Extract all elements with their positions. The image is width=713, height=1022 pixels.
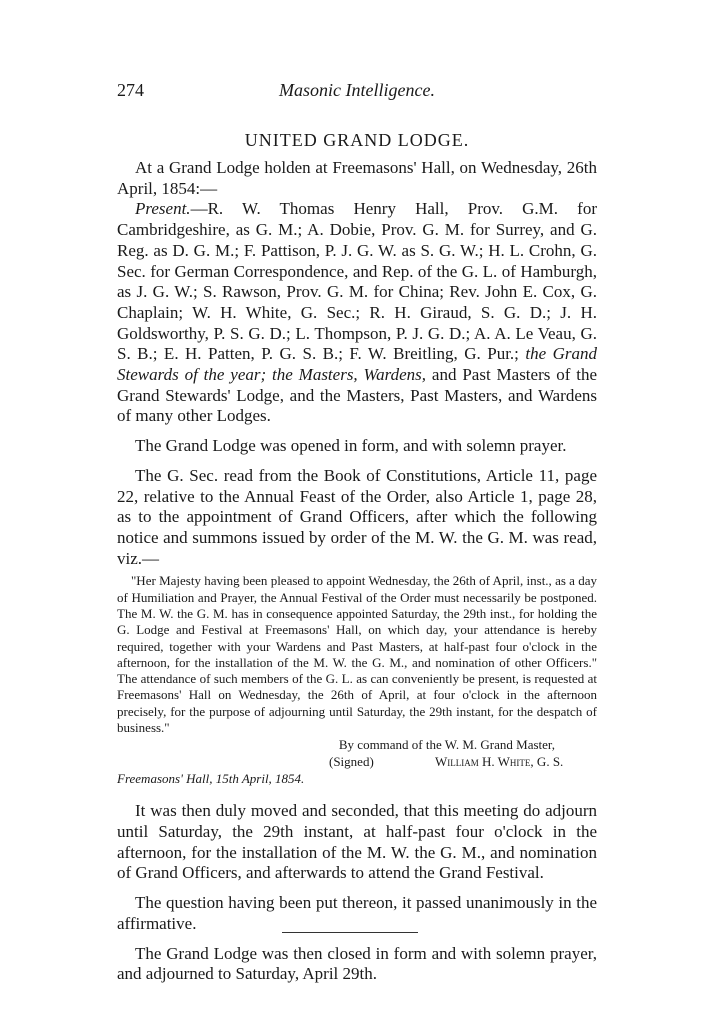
present-label: Present. (135, 199, 191, 219)
page-number: 274 (117, 80, 144, 100)
signed-label: (Signed) (329, 754, 374, 770)
paragraph-constitutions: The G. Sec. read from the Book of Constitutions, Article 11, page 22, relative to the Annual Feast of the Order, also Article 1, page 28, as to the appointment of Grand Officers, after which the following notice and summons issued by order of the M. W. the G. M. was read, viz.— (117, 465, 597, 568)
summons-quote: "Her Majesty having been pleased to appoint Wednesday, the 26th of April, inst., as a day of Humiliation and Prayer, the Annual Festival of the Order must necessarily be postponed. The M. W. the G. M. has in consequence appointed Saturday, the 29th inst., for holding the G. Lodge and Festival at Freemasons' Hall, on which day, your attendance is hereby required, together with your Wardens and Past Masters, at half-past four o'clock in the afternoon, for the installation of the M. W. the G. M., and nomination of other Officers." The attendance of such members of the G. L. as can conveniently be present, is requested at Freemasons' Hall on Wednesday, the 26th of April, at four o'clock in the afternoon precisely, for the purpose of adjourning until Saturday, the 29th instant, for the despatch of business." (117, 573, 597, 736)
signatory-name: William H. White, G. S. (435, 754, 564, 770)
page-header (117, 80, 597, 104)
present-stewards: the Grand Stewards of the year; the Masters, Wardens, (117, 344, 597, 385)
paragraph-opening: At a Grand Lodge holden at Freemasons' Hall, on Wednesday, 26th April, 1854:— (117, 158, 597, 198)
paragraph-motion: It was then duly moved and seconded, that this meeting do adjourn until Saturday, the 29th instant, at half-past four o'clock in the afternoon, for the installation of the M. W. the G. M., and nomination of Grand Officers, and afterwards to attend the Grand Festival. (117, 801, 597, 883)
running-title: Masonic Intelligence. (279, 80, 435, 100)
signature-line (117, 753, 597, 770)
article-body (117, 158, 597, 991)
paragraph-opened: The Grand Lodge was opened in form, and with solemn prayer. (135, 436, 567, 456)
command-line: By command of the W. M. Grand Master, (338, 737, 555, 753)
paragraph-question: The question having been put thereon, it passed unanimously in the affirmative. (117, 893, 597, 933)
present-masters: and Past Masters of the Grand Stewards' Lodge, and the Masters, Past Masters, and Wardens of many other Lodges. (117, 365, 598, 426)
dateline: Freemasons' Hall, 15th April, 1854. (117, 771, 305, 787)
paragraph-present (117, 199, 597, 427)
present-officers: —R. W. Thomas Henry Hall, Prov. G.M. for Cambridgeshire, as G. M.; A. Dobie, Prov. G. M. for Surrey, and G. Reg. as D. G. M.; F. Pattison, P. J. G. W. as S. G. W.; H. L. Crohn, G. Sec. for German Correspondence, and Rep. of the G. L. of Hamburgh, as J. G. W.; S. Rawson, Prov. G. M. for China; Rev. John E. Cox, G. Chaplain; W. H. White, G. Sec.; R. H. Giraud, S. G. D.; J. H. Goldsworthy, P. S. G. D.; L. Thompson, P. J. G. D.; A. A. Le Veau, G. S. B.; E. H. Patten, P. G. S. B.; F. W. Breitling, G. Pur.; (117, 199, 597, 364)
section-title: UNITED GRAND LODGE. (244, 130, 470, 150)
closing-rule (282, 932, 418, 933)
paragraph-closing: The Grand Lodge was then closed in form and with solemn prayer, and adjourned to Saturday, April 29th. (117, 943, 597, 984)
